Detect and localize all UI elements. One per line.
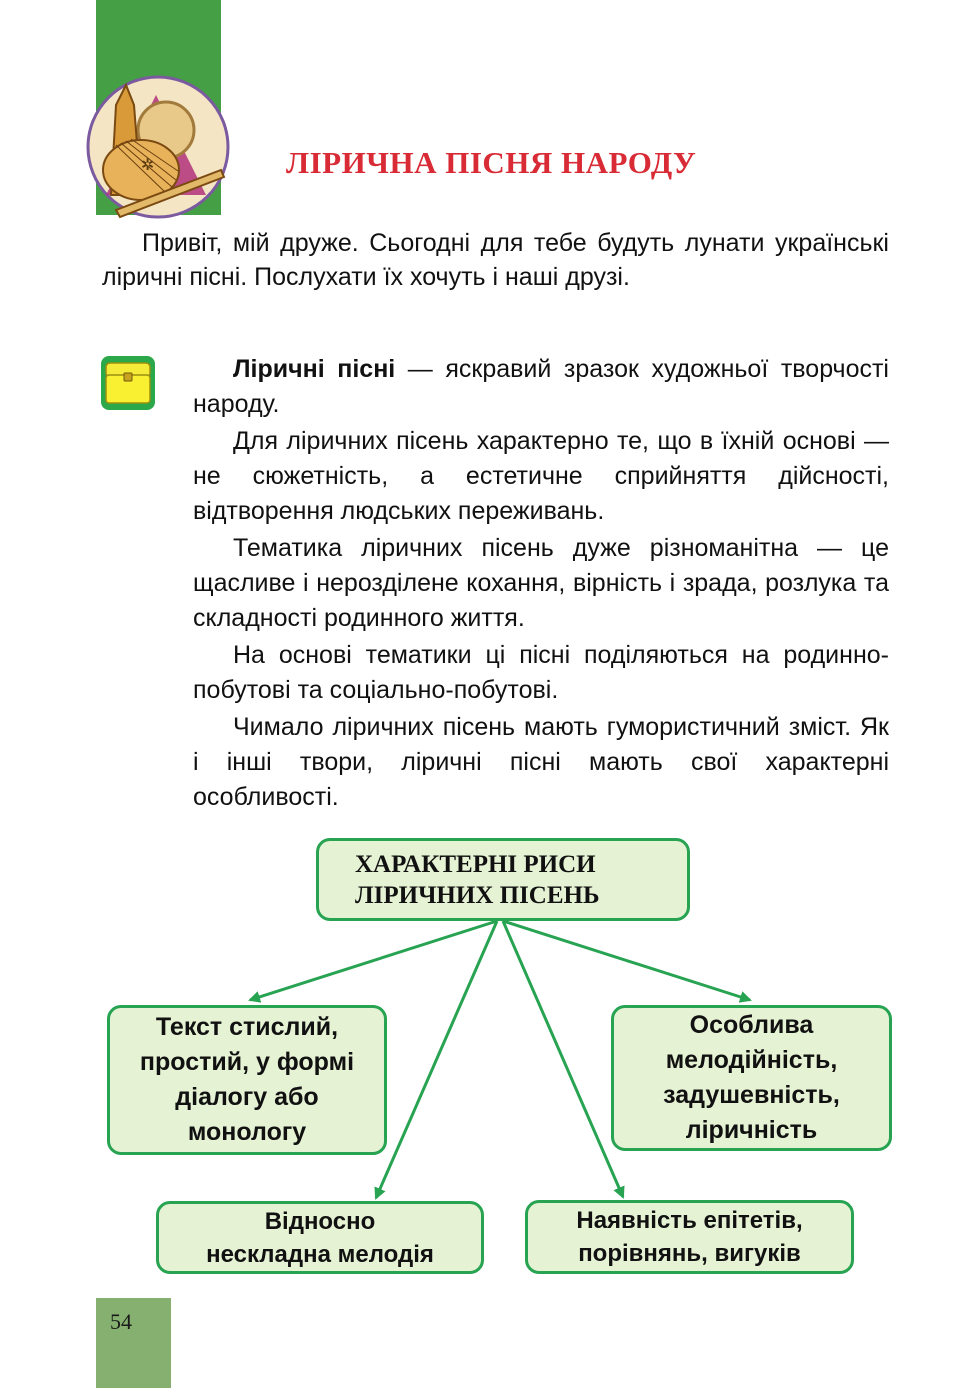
diagram-bottom-right-box [525,1200,854,1274]
paragraph-2: Для ліричних пісень характерно те, що в їхній основі — не сюжетність, а естетичне сприйняття дійсності, відтворення людських переживань. [193,427,889,525]
right-box-line-2: мелодійність, [665,1046,838,1074]
page-number-tab [96,1298,171,1388]
diagram-main-box [316,838,690,921]
intro-text: Привіт, мій друже. Сьогодні для тебе будуть лунати українські ліричні пісні. Послухати їх хочуть і наші друзі. [102,229,889,291]
bottom-right-line-1: Наявність епітетів, [576,1207,803,1234]
right-box-line-3: задушевність, [663,1081,840,1109]
diagram-right-box [611,1005,892,1151]
left-box-line-1: Текст стислий, [155,1013,339,1041]
bottom-left-line-2: нескладна мелодія [206,1240,434,1268]
bottom-right-line-2: порівнянь, вигуків [578,1240,801,1267]
term-bold: Ліричні пісні [233,355,396,383]
page-number: 54 [110,1309,132,1334]
left-box-line-3: діалогу або [175,1083,319,1111]
bottom-left-line-1: Відносно [264,1207,376,1235]
right-box-line-1: Особлива [689,1011,814,1039]
left-box-line-2: простий, у формі [139,1048,355,1076]
paragraph-3: Тематика ліричних пісень дуже різноманітна — це щасливе і нерозділене кохання, вірність і зрада, розлука та складності родинного життя. [193,534,889,632]
paragraph-1-rest: — яскравий зразок художньої творчості народу. [193,355,889,418]
main-box-line-1: ХАРАКТЕРНІ РИСИ [355,850,596,878]
arrow-to-right [503,921,750,1000]
svg-text:✲: ✲ [141,155,155,174]
page-title: ЛІРИЧНА ПІСНЯ НАРОДУ [286,145,697,180]
arrow-to-bottom-right [503,921,623,1197]
main-box-line-2: ЛІРИЧНИХ ПІСЕНЬ [355,881,600,909]
right-box-line-4: ліричність [685,1116,818,1144]
arrow-to-left [250,921,497,1000]
arrow-to-bottom-left [376,921,497,1198]
diagram-left-box [107,1005,387,1155]
paragraph-4: На основі тематики ці пісні поділяються на родинно-побутові та соціально-побутові. [193,641,889,704]
diagram-bottom-left-box [156,1201,484,1274]
left-box-line-4: монологу [187,1118,307,1146]
paragraph-5: Чимало ліричних пісень мають гумористичний зміст. Як і інші твори, ліричні пісні мають свої характерні особливості. [193,713,889,811]
